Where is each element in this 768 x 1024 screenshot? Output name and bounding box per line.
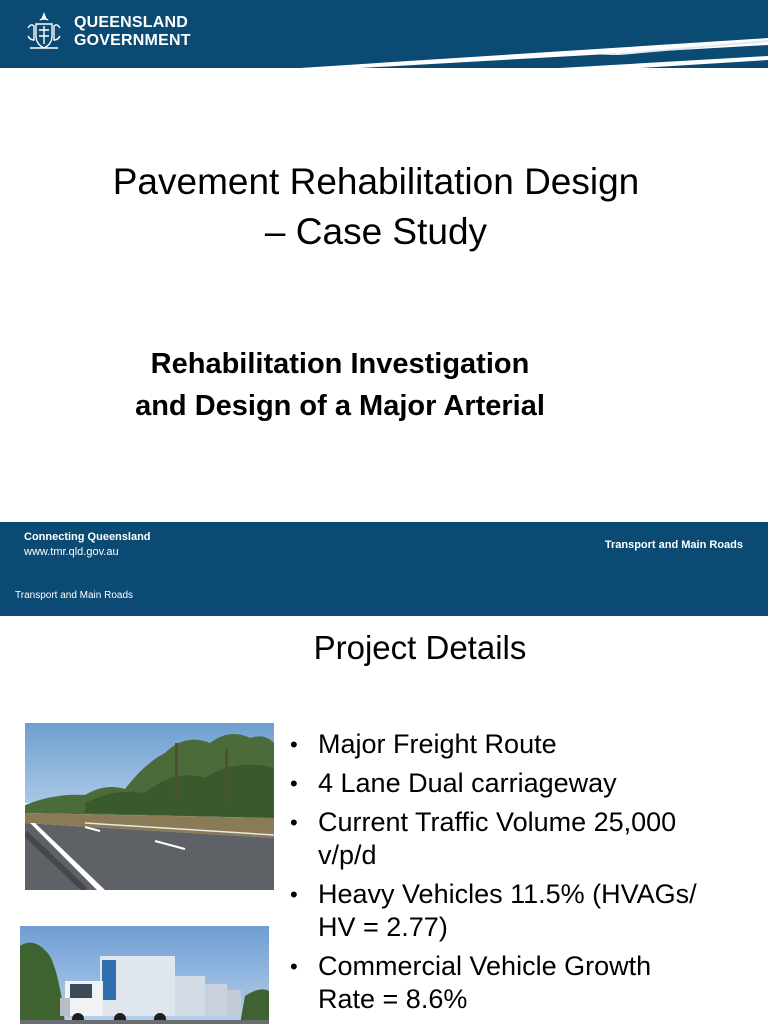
wordmark-line-1: QUEENSLAND [74,14,189,31]
slide-title [0,157,752,257]
list-item-text: Current Traffic Volume 25,000 [318,807,677,837]
list-item [290,806,760,872]
list-item-text: Commercial Vehicle Growth [318,951,652,981]
project-details-slide [0,616,768,1024]
list-item-text: Major Freight Route [318,729,557,759]
queensland-coat-of-arms-icon [22,10,66,54]
list-item [290,767,760,800]
list-item-text: 4 Lane Dual carriageway [318,768,617,798]
wordmark-line-2: GOVERNMENT [74,32,191,49]
list-item [290,728,760,761]
government-wordmark [74,14,191,50]
footer-department-right: Transport and Main Roads [604,539,743,551]
footer-url: www.tmr.qld.gov.au [24,546,119,558]
bullet-icon: • [290,954,298,979]
bullet-icon: • [290,882,298,907]
list-item-text-continued: Rate = 8.6% [318,984,468,1014]
subtitle-line-2: and Design of a Major Arterial [135,390,545,422]
slide-title: Project Details [313,629,527,666]
subtitle-line-1: Rehabilitation Investigation [150,348,530,380]
bullet-icon: • [290,810,298,835]
title-line-2: – Case Study [264,211,488,252]
list-item-text: Heavy Vehicles 11.5% (HVAGs/ [318,879,697,909]
slide-subtitle [0,343,680,427]
project-details-list [290,728,760,1022]
list-item [290,950,760,1016]
footer-department-left: Transport and Main Roads [15,590,134,601]
road-train-photo [20,926,269,1024]
list-item-text-continued: HV = 2.77) [318,912,448,942]
bullet-icon: • [290,771,298,796]
footer-banner [0,522,768,616]
footer-tagline: Connecting Queensland [24,531,151,543]
bullet-icon: • [290,732,298,757]
list-item-text-continued: v/p/d [318,840,377,870]
list-item [290,878,760,944]
title-line-1: Pavement Rehabilitation Design [112,161,640,202]
header-banner [0,0,768,68]
highway-photo [25,723,274,890]
